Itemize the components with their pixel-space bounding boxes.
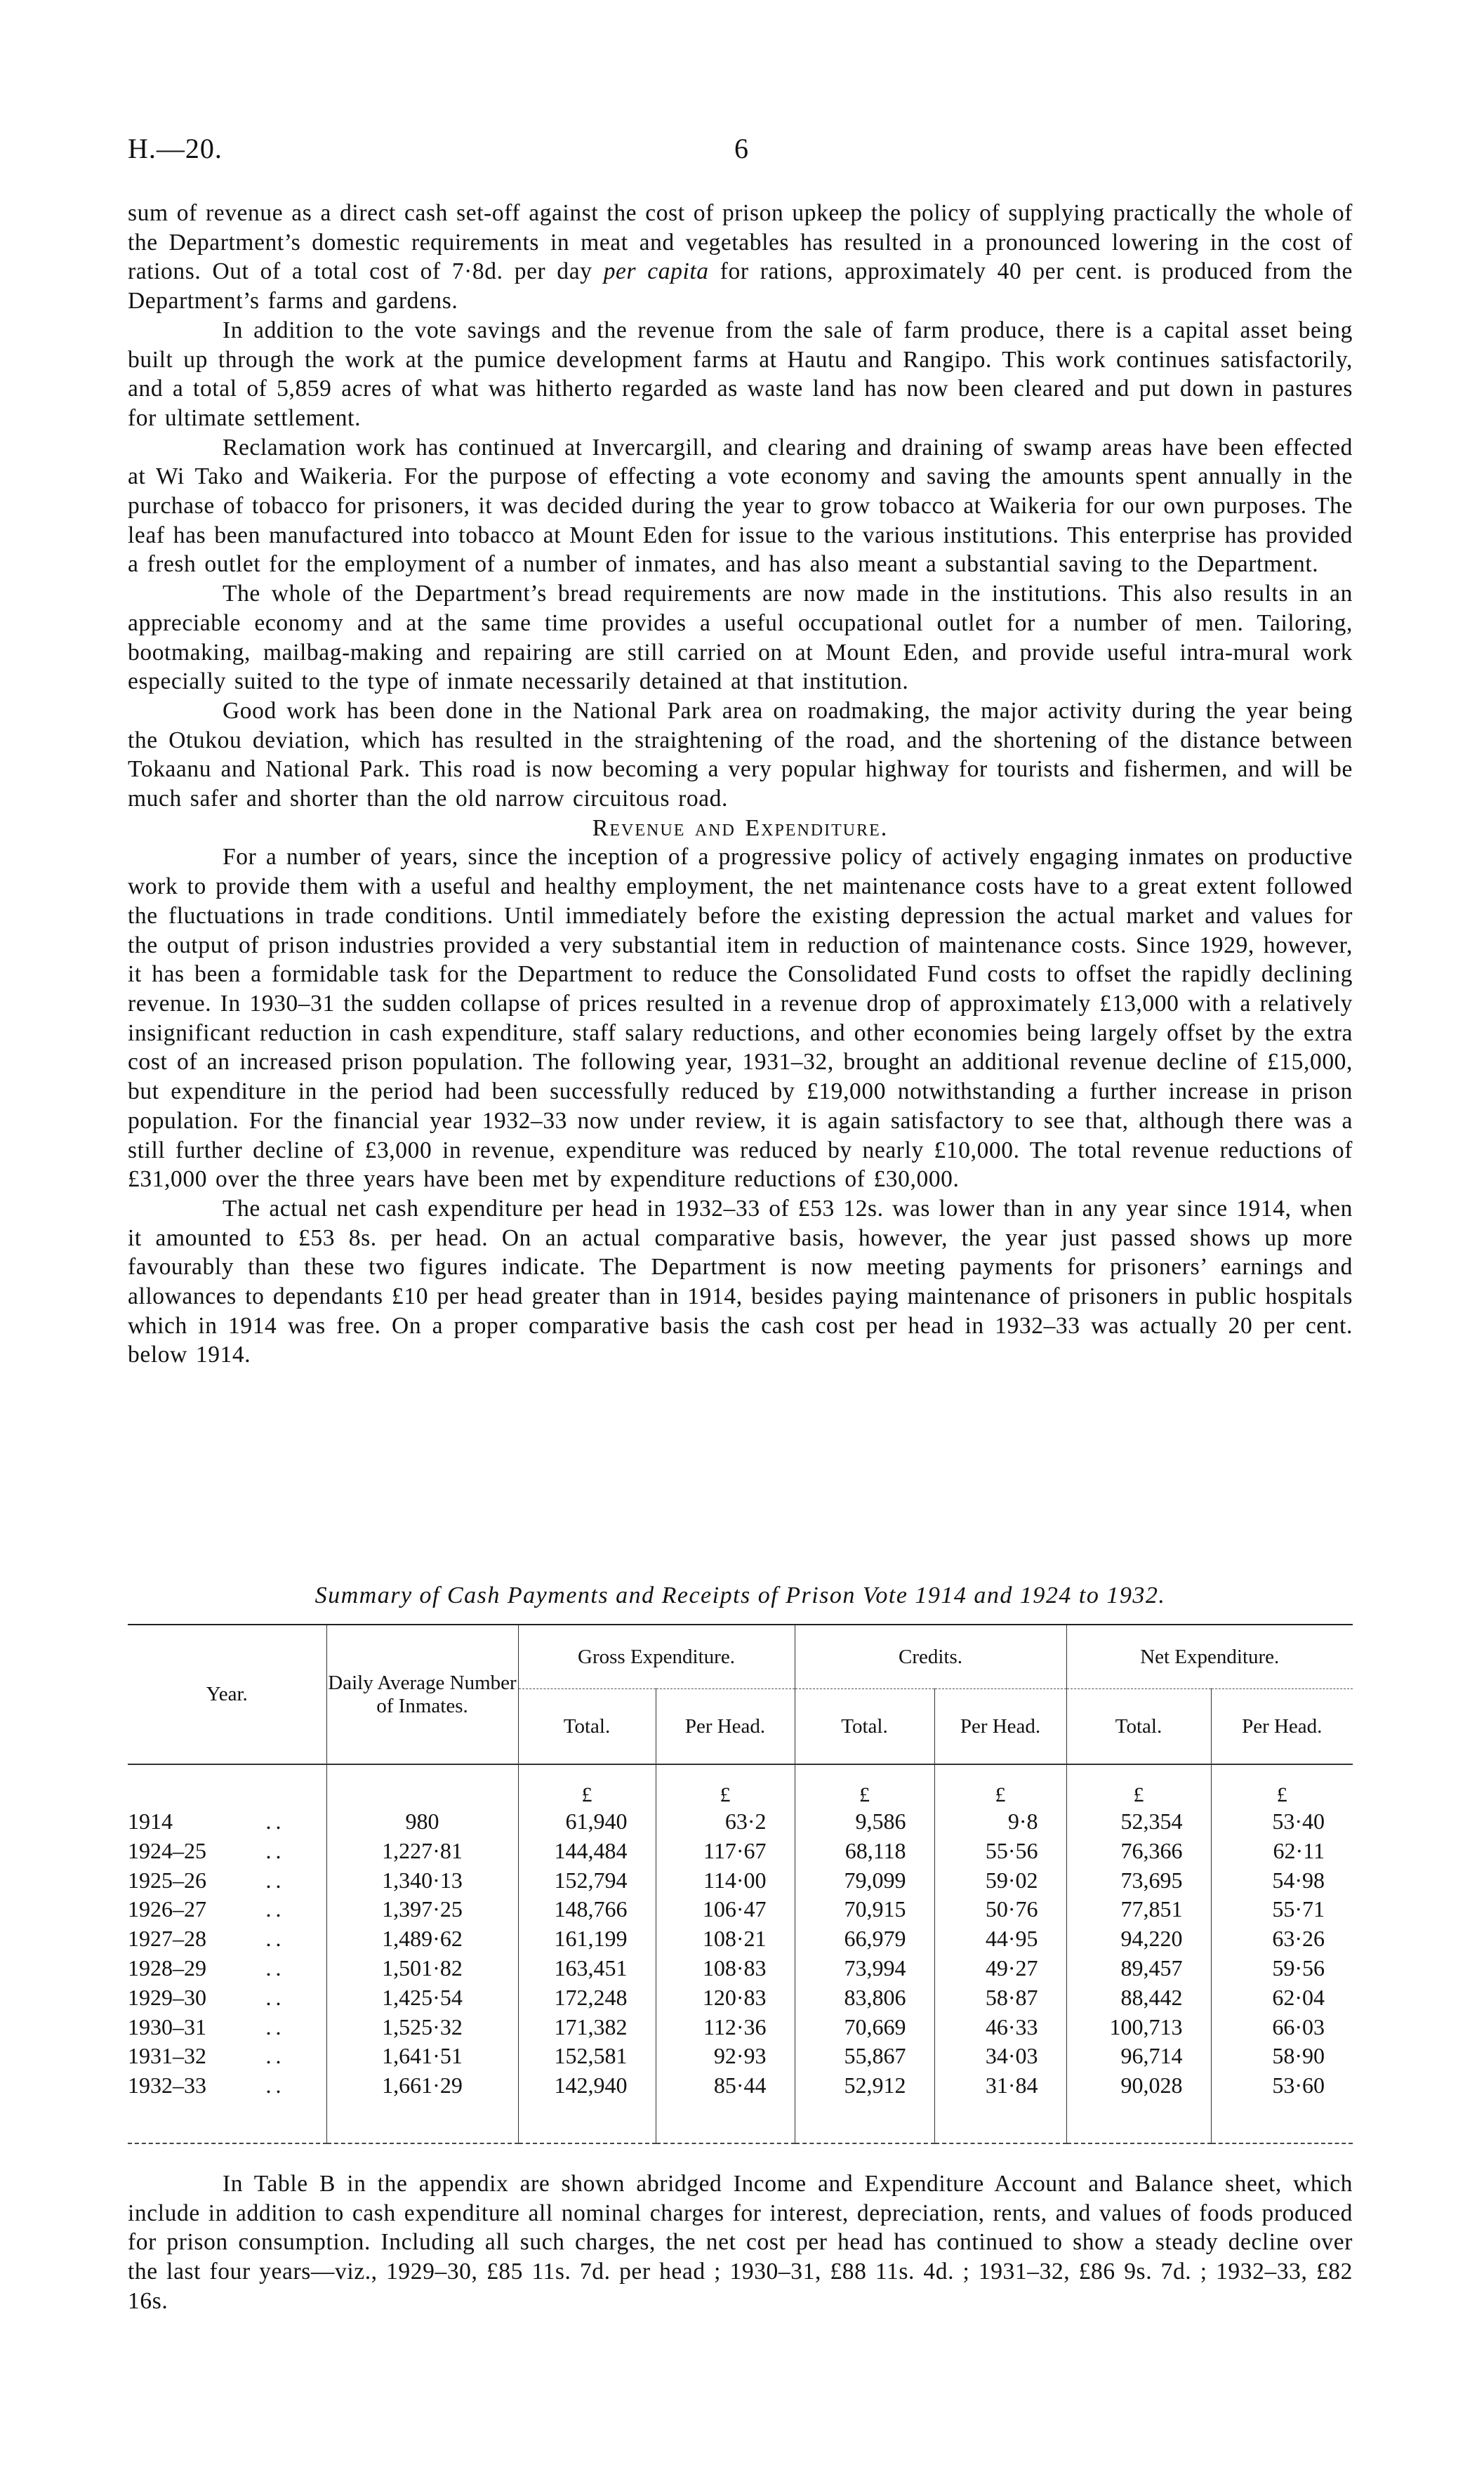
body-text-upper (128, 199, 1353, 1370)
net-total-cell: 73,695 (1066, 1866, 1211, 1896)
gross-per-head-cell: 85·44 (656, 2071, 795, 2101)
net-per-head-cell: 53·40 (1211, 1807, 1353, 1837)
inmates-cell: 1,525·32 (326, 2013, 518, 2042)
leader-dots: .. (265, 2043, 286, 2069)
section-heading-revenue: Revenue and Expenditure. (592, 814, 889, 841)
gross-total-cell: 148,766 (518, 1895, 656, 1924)
table-row (128, 1866, 1353, 1896)
credits-total-cell: 79,099 (795, 1866, 934, 1896)
unit-symbol: £ (795, 1764, 934, 1807)
paragraph-reclamation: Reclamation work has continued at Invercargill, and clearing and draining of swamp areas have been effected at Wi Tako and Waikeria. For the purpose of effecting a vote economy and saving the amounts spent annually in the purchase of tobacco for prisoners, it was decided during the year to grow tobacco at Waikeria for our own purposes. The leaf has been manufactured into tobacco at Mount Eden for issue to the various institutions. This enterprise has provided a fresh outlet for the employment of a number of inmates, and has also meant a substantial saving to the Department. (128, 434, 1353, 578)
leader-dots: .. (265, 2014, 286, 2040)
year-cell: 1930–31 (128, 2014, 206, 2040)
table-row (128, 1807, 1353, 1837)
net-per-head-cell: 63·26 (1211, 1924, 1353, 1954)
inmates-cell: 1,397·25 (326, 1895, 518, 1924)
gross-per-head-cell: 106·47 (656, 1895, 795, 1924)
leader-dots: .. (265, 1984, 286, 2010)
net-total-cell: 89,457 (1066, 1954, 1211, 1983)
unit-symbol: £ (934, 1764, 1066, 1807)
paragraph-net-cash: The actual net cash expenditure per head in 1932–33 of £53 12s. was lower than in any year since 1914, when it amounted to £53 8s. per head. On an actual comparative basis, however, the year just passed shows up more favourably than these two figures indicate. The Department is now meeting payments for prisoners’ earnings and allowances to dependants £10 per head greater than in 1914, besides paying maintenance of prisoners in public hospitals which in 1914 was free. On a proper comparative basis the cash cost per head in 1932–33 was actually 20 per cent. below 1914. (128, 1195, 1353, 1368)
col-header-credits-total: Total. (795, 1689, 934, 1764)
net-total-cell: 76,366 (1066, 1837, 1211, 1866)
table-row (128, 1895, 1353, 1924)
credits-per-head-cell: 59·02 (934, 1866, 1066, 1896)
net-per-head-cell: 66·03 (1211, 2013, 1353, 2042)
year-cell: 1926–27 (128, 1896, 206, 1922)
net-per-head-cell: 54·98 (1211, 1866, 1353, 1896)
credits-per-head-cell: 58·87 (934, 1983, 1066, 2013)
col-header-gross-per-head: Per Head. (656, 1689, 795, 1764)
col-header-gross-expenditure: Gross Expenditure. (518, 1625, 795, 1689)
net-per-head-cell: 62·04 (1211, 1983, 1353, 2013)
credits-per-head-cell: 55·56 (934, 1837, 1066, 1866)
year-cell: 1928–29 (128, 1955, 206, 1981)
credits-per-head-cell: 46·33 (934, 2013, 1066, 2042)
unit-symbol: £ (1211, 1764, 1353, 1807)
net-total-cell: 96,714 (1066, 2042, 1211, 2071)
italic-per-capita: per capita (603, 258, 709, 285)
year-cell: 1929–30 (128, 1984, 206, 2010)
paragraph-pumice-farms: In addition to the vote savings and the revenue from the sale of farm produce, there is a capital asset being built up through the work at the pumice development farms at Hautu and Rangipo. This work continues satisfactorily, and a total of 5,859 acres of what was hitherto regarded as waste land has now been cleared and put down in pastures for ultimate settlement. (128, 317, 1353, 431)
col-header-net-expenditure: Net Expenditure. (1066, 1625, 1353, 1689)
leader-dots: .. (265, 1809, 286, 1834)
table-row (128, 1983, 1353, 2013)
credits-total-cell: 66,979 (795, 1924, 934, 1954)
net-total-cell: 90,028 (1066, 2071, 1211, 2101)
gross-per-head-cell: 63·2 (656, 1807, 795, 1837)
net-per-head-cell: 62·11 (1211, 1837, 1353, 1866)
net-per-head-cell: 59·56 (1211, 1954, 1353, 1983)
inmates-cell: 980 (326, 1807, 518, 1837)
credits-total-cell: 70,915 (795, 1895, 934, 1924)
gross-total-cell: 152,581 (518, 2042, 656, 2071)
gross-per-head-cell: 114·00 (656, 1866, 795, 1896)
unit-symbol: £ (518, 1764, 656, 1807)
credits-per-head-cell: 31·84 (934, 2071, 1066, 2101)
credits-total-cell: 70,669 (795, 2013, 934, 2042)
table-row (128, 1837, 1353, 1866)
col-header-net-total: Total. (1066, 1689, 1211, 1764)
year-cell: 1931–32 (128, 2043, 206, 2069)
document-reference: H.—20. (128, 133, 223, 164)
gross-total-cell: 142,940 (518, 2071, 656, 2101)
table-row (128, 1954, 1353, 1983)
gross-total-cell: 61,940 (518, 1807, 656, 1837)
table-row (128, 2071, 1353, 2101)
credits-total-cell: 55,867 (795, 2042, 934, 2071)
inmates-cell: 1,227·81 (326, 1837, 518, 1866)
gross-total-cell: 172,248 (518, 1983, 656, 2013)
year-cell: 1927–28 (128, 1926, 206, 1952)
inmates-cell: 1,501·82 (326, 1954, 518, 1983)
table-title: Summary of Cash Payments and Receipts of Prison Vote 1914 and 1924 to 1932. (314, 1582, 1166, 1608)
inmates-cell: 1,661·29 (326, 2071, 518, 2101)
col-header-net-per-head: Per Head. (1211, 1689, 1353, 1764)
year-cell: 1914 (128, 1809, 173, 1834)
inmates-cell: 1,489·62 (326, 1924, 518, 1954)
col-header-daily-average: Daily Average Number of Inmates. (326, 1625, 518, 1764)
paragraph-roadmaking: Good work has been done in the National Park area on roadmaking, the major activity during the year being the Otukou deviation, which has resulted in the straightening of the road, and the shortening of the distance between Tokaanu and National Park. This road is now becoming a very popular highway for tourists and fishermen, and will be much safer and shorter than the old narrow circuitous road. (128, 697, 1353, 812)
gross-total-cell: 152,794 (518, 1866, 656, 1896)
page-number: 6 (734, 133, 748, 164)
col-header-year: Year. (128, 1625, 326, 1764)
paragraph-bread: The whole of the Department’s bread requirements are now made in the institutions. This also results in an appreciable economy and at the same time provides a useful occupational outlet for a number of men. Tailoring, bootmaking, mailbag-making and repairing are still carried on at Mount Eden, and provide useful intra-mural work especially suited to the type of inmate necessarily detained at that institution. (128, 581, 1353, 695)
summary-table (128, 1624, 1353, 2144)
paragraph-table-b: In Table B in the appendix are shown abridged Income and Expenditure Account and Balance sheet, which include in addition to cash expenditure all nominal charges for interest, depreciation, rents, and values of foods produced for prison consumption. Including all such charges, the net cost per head has continued to show a steady decline over the last four years—viz., 1929–30, £85 11s. 7d. per head ; 1930–31, £88 11s. 4d. ; 1931–32, £86 9s. 7d. ; 1932–33, £82 16s. (128, 2171, 1353, 2314)
credits-total-cell: 83,806 (795, 1983, 934, 2013)
net-total-cell: 94,220 (1066, 1924, 1211, 1954)
body-text-lower (128, 2169, 1353, 2316)
col-header-gross-total: Total. (518, 1689, 656, 1764)
table-end-rule (128, 2101, 1353, 2143)
unit-row (128, 1764, 1353, 1807)
gross-total-cell: 163,451 (518, 1954, 656, 1983)
net-total-cell: 52,354 (1066, 1807, 1211, 1837)
gross-per-head-cell: 108·83 (656, 1954, 795, 1983)
net-per-head-cell: 55·71 (1211, 1895, 1353, 1924)
table-row (128, 2042, 1353, 2071)
net-per-head-cell: 58·90 (1211, 2042, 1353, 2071)
leader-dots: .. (265, 1955, 286, 1981)
gross-total-cell: 144,484 (518, 1837, 656, 1866)
leader-dots: .. (265, 1837, 286, 1863)
table-row (128, 1924, 1353, 1954)
unit-symbol: £ (1066, 1764, 1211, 1807)
year-cell: 1924–25 (128, 1837, 206, 1863)
credits-per-head-cell: 50·76 (934, 1895, 1066, 1924)
credits-total-cell: 52,912 (795, 2071, 934, 2101)
year-cell: 1932–33 (128, 2073, 206, 2098)
net-total-cell: 100,713 (1066, 2013, 1211, 2042)
credits-total-cell: 9,586 (795, 1807, 934, 1837)
net-total-cell: 77,851 (1066, 1895, 1211, 1924)
gross-total-cell: 161,199 (518, 1924, 656, 1954)
col-header-credits: Credits. (795, 1625, 1066, 1689)
gross-per-head-cell: 92·93 (656, 2042, 795, 2071)
credits-total-cell: 73,994 (795, 1954, 934, 1983)
leader-dots: .. (265, 1896, 286, 1922)
inmates-cell: 1,641·51 (326, 2042, 518, 2071)
leader-dots: .. (265, 1867, 286, 1893)
inmates-cell: 1,340·13 (326, 1866, 518, 1896)
year-cell: 1925–26 (128, 1867, 206, 1893)
credits-per-head-cell: 49·27 (934, 1954, 1066, 1983)
leader-dots: .. (265, 2073, 286, 2098)
paragraph-revenue: For a number of years, since the inception of a progressive policy of actively engaging inmates on productive work to provide them with a useful and healthy employment, the net maintenance costs have to a great extent followed the fluctuations in trade conditions. Until immediately before the existing depression the actual market and values for the output of prison industries provided a very substantial item in reduction of maintenance costs. Since 1929, however, it has been a formidable task for the Department to reduce the Consolidated Fund costs to offset the rapidly declining revenue. In 1930–31 the sudden collapse of prices resulted in a revenue drop of approximately £13,000 with a relatively insignificant reduction in cash expenditure, staff salary reductions, and other economies being largely offset by the extra cost of an increased prison population. The following year, 1931–32, brought an additional revenue decline of £15,000, but expenditure in the period had been successfully reduced by £19,000 notwithstanding a further increase in prison population. For the financial year 1932–33 now under review, it is again satisfactory to see that, although there was a still further decline of £3,000 in revenue, expenditure was reduced by nearly £10,000. The total revenue reductions of £31,000 over the three years have been met by expenditure reductions of £30,000. (128, 844, 1353, 1193)
credits-total-cell: 68,118 (795, 1837, 934, 1866)
gross-per-head-cell: 120·83 (656, 1983, 795, 2013)
paragraph-rations: sum of revenue as a direct cash set-off against the cost of prison upkeep the policy of supplying practically the whole of the Department’s domestic requirements in meat and vegetables has resulted in a pronounced lowering in the cost of rations. Out of a total cost of 7·8d. per day per capita for rations, approximately 40 per cent. is produced from the Department’s farms and gardens. (128, 200, 1353, 315)
gross-total-cell: 171,382 (518, 2013, 656, 2042)
credits-per-head-cell: 9·8 (934, 1807, 1066, 1837)
table-row (128, 2013, 1353, 2042)
inmates-cell: 1,425·54 (326, 1983, 518, 2013)
gross-per-head-cell: 117·67 (656, 1837, 795, 1866)
leader-dots: .. (265, 1926, 286, 1952)
col-header-credits-per-head: Per Head. (934, 1689, 1066, 1764)
net-total-cell: 88,442 (1066, 1983, 1211, 2013)
gross-per-head-cell: 112·36 (656, 2013, 795, 2042)
credits-per-head-cell: 34·03 (934, 2042, 1066, 2071)
unit-symbol: £ (656, 1764, 795, 1807)
credits-per-head-cell: 44·95 (934, 1924, 1066, 1954)
gross-per-head-cell: 108·21 (656, 1924, 795, 1954)
net-per-head-cell: 53·60 (1211, 2071, 1353, 2101)
